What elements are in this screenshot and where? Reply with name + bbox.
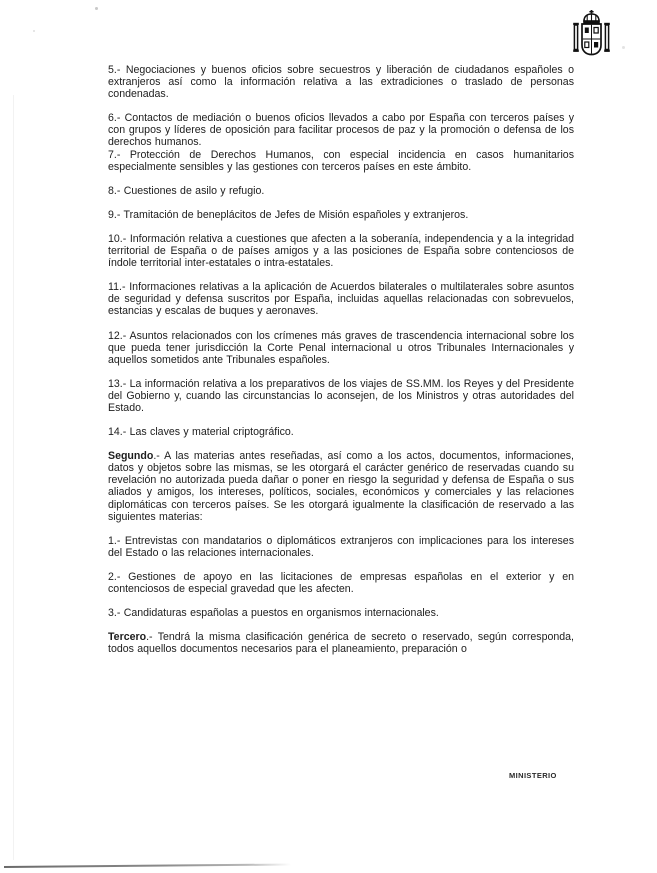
paragraph	[108, 450, 574, 523]
scan-artifact-speck	[622, 46, 625, 49]
paragraph: 1.- Entrevistas con mandatarios o diplomáticos extranjeros con implicaciones para los intereses del Estado o las relaciones internacionales.	[108, 534, 574, 559]
paragraph: 13.- La información relativa a los preparativos de los viajes de SS.MM. los Reyes y del Presidente del Gobierno y, cuando las circunstancias lo aconsejen, de los Ministros y otras autoridades del Estado.	[108, 377, 574, 414]
paragraph: 2.- Gestiones de apoyo en las licitaciones de empresas españolas en el exterior y en contenciosos de especial gravedad que les afecten.	[108, 570, 574, 595]
document-body	[108, 64, 574, 655]
paragraph: 14.- Las claves y material criptográfico.	[108, 426, 294, 439]
paragraph: 10.- Información relativa a cuestiones que afecten a la soberanía, independencia y a la integridad territorial de España o de países amigos y a las posiciones de España sobre contenciosos de índole territorial inter-estatales o intra-estatales.	[108, 232, 574, 270]
paragraph: 11.- Informaciones relativas a la aplicación de Acuerdos bilaterales o multilaterales sobre asuntos de seguridad y defensa suscritos por España, incluidas aquellas relacionadas con sobrevuelos, estancias y escalas de buques y aeronaves.	[108, 281, 574, 318]
scan-artifact-vertical-line	[13, 95, 14, 860]
paragraph-lead: Tercero	[108, 631, 147, 644]
paragraph	[108, 631, 574, 655]
paragraph: 6.- Contactos de mediación o buenos oficios llevados a cabo por España con terceros países y con grupos y líderes de oposición para facilitar procesos de paz y la promoción o defensa de los derechos humanos.	[108, 112, 574, 149]
paragraph: 3.- Candidaturas españolas a puestos en organismos internacionales.	[108, 607, 439, 620]
scan-artifact-speck	[33, 30, 35, 32]
footer-ministry-label: MINISTERIO	[509, 771, 557, 780]
paragraph-lead: Segundo	[108, 450, 154, 463]
paragraph-text: .- A las materias antes reseñadas, así como a los actos, documentos, informaciones, datos y objetos sobre las mismas, se les otorgará el carácter genérico de reservadas cuando su revelación no autorizada pueda dañar o poner en riesgo la seguridad y defensa de España o sus aliados y amigos, los intereses, políticos, sociales, económicos y comerciales y las relaciones diplomáticas con terceros países. Se les otorgará igualmente la clasificación de reservado a las siguientes materias:	[108, 450, 574, 523]
spain-coat-of-arms-icon	[571, 9, 612, 58]
paragraph: 8.- Cuestiones de asilo y refugio.	[108, 184, 265, 197]
paragraph: 7.- Protección de Derechos Humanos, con especial incidencia en casos humanitarios especialmente sensibles y las gestiones con terceros países en este ámbito.	[108, 148, 574, 173]
scan-artifact-bottom-line	[4, 863, 291, 868]
paragraph: 12.- Asuntos relacionados con los crímenes más graves de trascendencia internacional sobre los que pueda tener jurisdicción la Corte Penal internacional u otros Tribunales Internacionales y aquellos sometidos ante Tribunales españoles.	[108, 329, 574, 366]
paragraph: 9.- Tramitación de beneplácitos de Jefes de Misión españoles y extranjeros.	[108, 208, 469, 221]
paragraph: 5.- Negociaciones y buenos oficios sobre secuestros y liberación de ciudadanos españoles o extranjeros así como la información relativa a las extradiciones o traslado de personas condenadas.	[108, 64, 574, 101]
scan-artifact-speck	[95, 7, 98, 10]
paragraph-text: .- Tendrá la misma clasificación genérica de secreto o reservado, según corresponda, todos aquellos documentos necesarios para el planeamiento, preparación o	[108, 631, 574, 656]
